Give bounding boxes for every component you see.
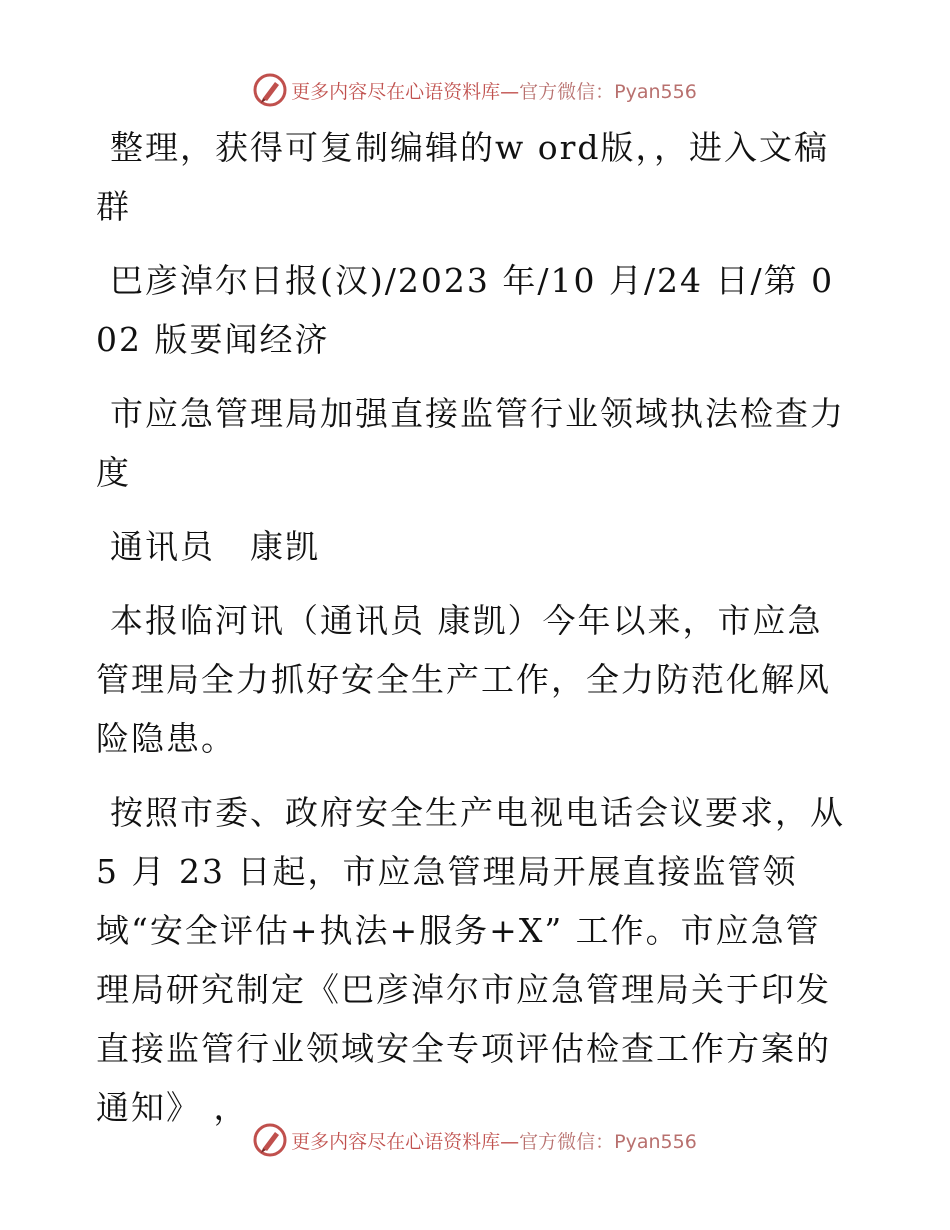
watermark-text: 更多内容尽在心语资料库—官方微信：Pyan556 xyxy=(291,80,697,103)
document-body xyxy=(96,118,848,1152)
pen-logo-icon xyxy=(253,1123,287,1157)
article-title: 市应急管理局加强直接监管行业领域执法检查力度 xyxy=(96,394,845,492)
body-paragraph: 本报临河讯（通讯员 康凯）今年以来，市应急管理局全力抓好安全生产工作，全力防范化解风险隐患。 xyxy=(96,601,831,758)
watermark-text: 更多内容尽在心语资料库—官方微信：Pyan556 xyxy=(291,1130,697,1153)
header-watermark xyxy=(0,70,950,110)
body-paragraph: 按照市委、政府安全生产电视电话会议要求，从 5 月 23 日起，市应急管理局开展直接监管领域“安全评估+执法+服务+X” 工作。市应急管理局研究制定《巴彦淖尔市应急管理局关于印发直接监管行业领域安全专项评估检查工作方案的通知》 ， xyxy=(96,793,845,1127)
intro-note: 整理，获得可复制编辑的w ord版，，进入文稿群 xyxy=(96,128,830,226)
source-line: 巴彦淖尔日报(汉)/2023 年/10 月/24 日/第 002 版要闻经济 xyxy=(96,261,835,359)
pen-logo-icon xyxy=(253,73,287,107)
byline: 通讯员 康凯 xyxy=(110,527,320,566)
footer-watermark xyxy=(0,1120,950,1160)
